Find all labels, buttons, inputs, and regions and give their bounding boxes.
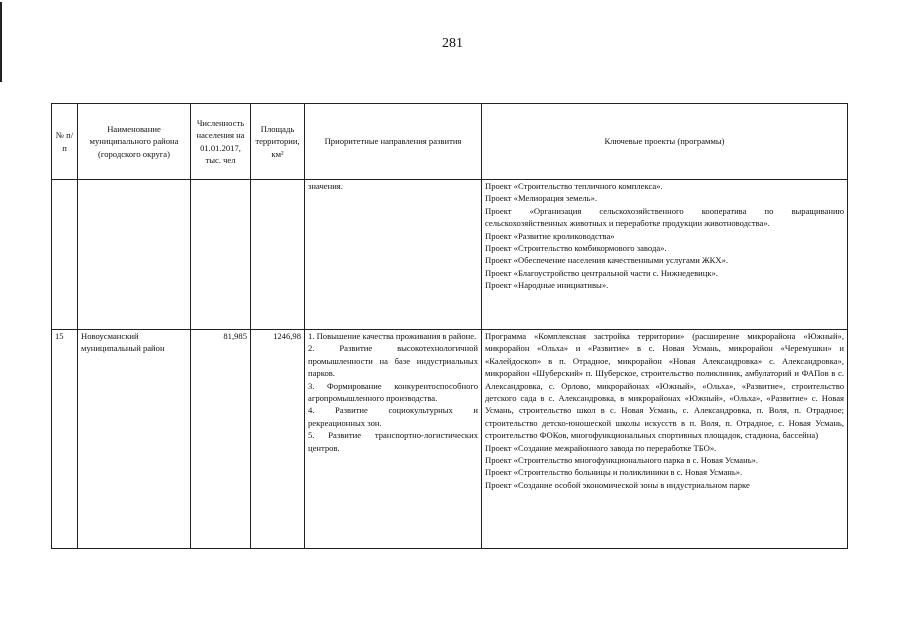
row-number-cell xyxy=(52,180,78,330)
project-item: Проект «Строительство тепличного комплекса». xyxy=(485,181,663,191)
district-name-cell xyxy=(78,180,191,330)
priority-item: 1. Повышение качества проживания в районе. xyxy=(308,331,477,341)
priorities-cell: значения. xyxy=(305,180,482,330)
header-number: № п/п xyxy=(52,104,78,180)
project-item: Программа «Комплексная застройка территории» (расширение микрорайона «Южный», микрорайон «Ольха» и «Развитие» в с. Новая Усмань, микрорайон «Черемушки» и «Калейдоскоп» в п. Отрадное, микрорайон «Новая Александровка» с. Александровка», микрорайон «Шуберский» п. Шуберское, строительство поликлиник, амбулаторий и ФАПов в с. Александровка, с. Орлово, микрорайонах «Южный», «Ольха», «Развитие», строительство детского сада в с. Александровка, в микрорайонах «Южный», «Ольха», «Развитие» с. Новая Усмань, строительство школ в с. Новая Усмань, с. Александровка, п. Воля, п. Отрадное; строительство детско-юношеской школы искусств в п. Воля, п. Отрадное, с. Новая Усмань, строительство ФОКов, многофункциональных спортивных площадок, стадиона, бассейна) xyxy=(485,331,844,441)
project-item: Проект «Народные инициативы». xyxy=(485,280,609,291)
population-cell xyxy=(191,180,251,330)
project-item: Проект «Строительство многофункционального парка в с. Новая Усмань». xyxy=(485,455,759,466)
row-number-cell: 15 xyxy=(52,330,78,549)
project-item: Проект «Строительство комбикормового завода». xyxy=(485,243,667,254)
area-cell xyxy=(251,180,305,330)
projects-cell xyxy=(482,330,848,549)
header-key-projects: Ключевые проекты (программы) xyxy=(482,104,848,180)
table-row xyxy=(52,180,848,330)
table-header-row xyxy=(52,104,848,180)
area-cell: 1246,98 xyxy=(251,330,305,549)
population-cell: 81,985 xyxy=(191,330,251,549)
district-name-cell: Новоусманский муниципальный район xyxy=(78,330,191,549)
project-item: Проект «Мелиорация земель». xyxy=(485,193,598,204)
project-item: Проект «Создание особой экономической зоны в индустриальном парке xyxy=(485,479,750,490)
header-priorities: Приоритетные направления развития xyxy=(305,104,482,180)
page-number: 281 xyxy=(442,36,463,51)
header-population: Численность населения на 01.01.2017, тыс. чел xyxy=(191,104,251,180)
priorities-cell xyxy=(305,330,482,549)
priority-item: 3. Формирование конкурентоспособного агропромышленного производства. xyxy=(308,380,478,404)
priority-item: 2. Развитие высокотехнологичной промышленности на базе индустриальных парков. xyxy=(308,343,478,379)
project-item: Проект «Создание межрайонного завода по переработке ТБО». xyxy=(485,442,717,453)
project-item: Проект «Строительство больницы и поликлиники в с. Новая Усмань». xyxy=(485,467,743,478)
header-district-name: Наименование муниципального района (городского округа) xyxy=(78,104,191,180)
header-area: Площадь территории, км² xyxy=(251,104,305,180)
project-item: Проект «Развитие кролиководства» xyxy=(485,230,615,241)
table-row xyxy=(52,330,848,549)
project-item: Проект «Организация сельскохозяйственного кооператива по выращиванию сельскохозяйственных животных и переработке продукции животноводства». xyxy=(485,205,844,229)
priority-item: 5. Развитие транспортно-логистических центров. xyxy=(308,430,478,453)
priority-item: 4. Развитие социокультурных и рекреационных зон. xyxy=(308,405,478,428)
regions-table xyxy=(51,103,848,549)
projects-cell xyxy=(482,180,848,330)
project-item: Проект «Благоустройство центральной части с. Нижнедевицк». xyxy=(485,267,718,278)
project-item: Проект «Обеспечение населения качественными услугами ЖКХ». xyxy=(485,255,729,266)
